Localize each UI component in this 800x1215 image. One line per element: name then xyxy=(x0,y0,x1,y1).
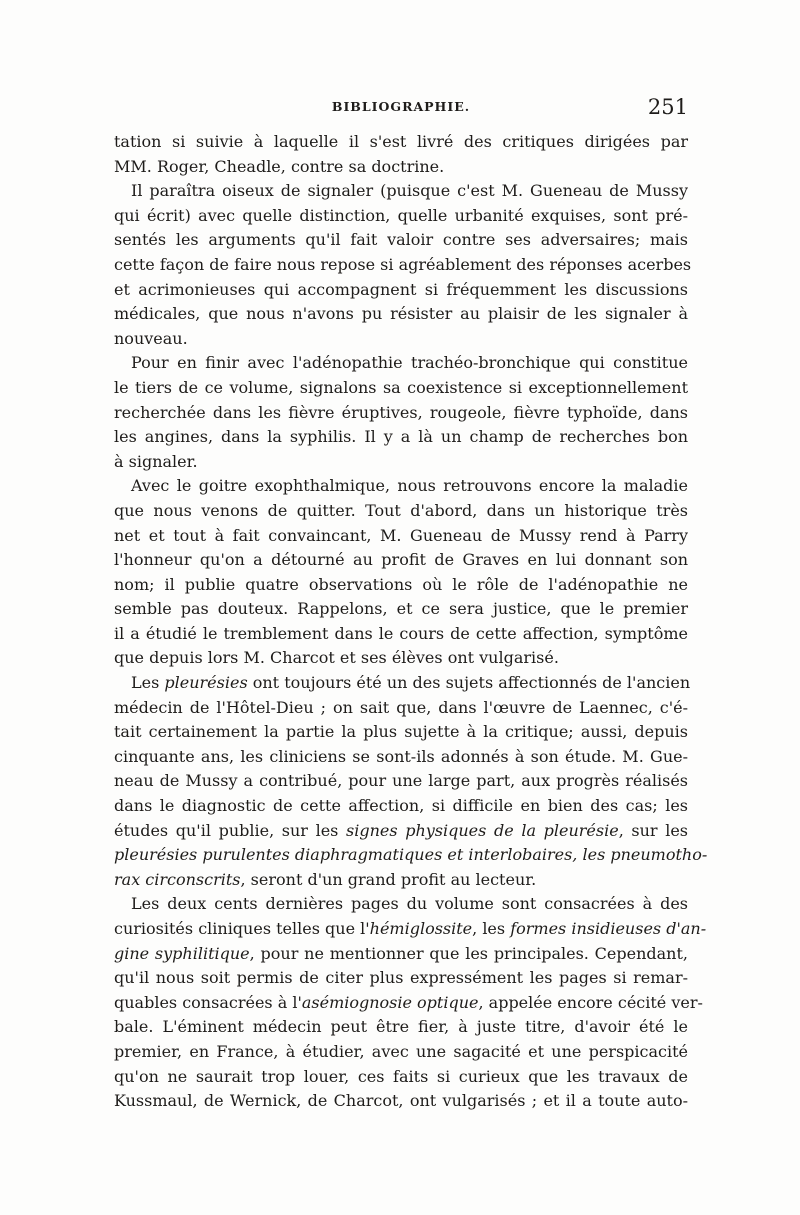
text-line: l'honneur qu'on a détourné au profit de Graves en lui donnant son xyxy=(114,550,688,570)
text-line: et acrimonieuses qui accompagnent si fréquemment les discussions xyxy=(114,279,688,299)
text-line: net et tout à fait convaincant, M. Gueneau de Mussy rend à Parry xyxy=(114,525,688,545)
text-line xyxy=(114,843,708,868)
running-head xyxy=(114,95,688,123)
text-line: qu'il nous soit permis de citer plus expressément les pages si remar- xyxy=(114,968,688,988)
text-line: recherchée dans les fièvre éruptives, rougeole, fièvre typhoïde, dans xyxy=(114,402,688,422)
text-line: qui écrit) avec quelle distinction, quelle urbanité exquises, sont pré- xyxy=(114,205,688,225)
text-line: Kussmaul, de Wernick, de Charcot, ont vulgarisés ; et il a toute auto- xyxy=(114,1091,688,1111)
italic-term: formes insidieuses d'an- xyxy=(510,919,707,938)
text-line: nouveau. xyxy=(114,328,188,348)
text-line: bale. L'éminent médecin peut être fier, à juste titre, d'avoir été le xyxy=(114,1017,688,1037)
text-line: Les pleurésies ont toujours été un des sujets affectionnés de l'ancien xyxy=(131,673,691,693)
running-title: BIBLIOGRAPHIE. xyxy=(331,99,471,114)
text-line: nom; il publie quatre observations où le rôle de l'adénopathie ne xyxy=(114,574,688,594)
text-line: les angines, dans la syphilis. Il y a là un champ de recherches bon xyxy=(114,427,688,447)
italic-term: rax circonscrits xyxy=(114,869,241,889)
italic-term: asémiognosie optique xyxy=(301,992,479,1012)
text-line: il a étudié le tremblement dans le cours de cette affection, symptôme xyxy=(114,623,688,643)
text-line: que depuis lors M. Charcot et ses élèves ont vulgarisé. xyxy=(114,648,559,668)
text-line: que nous venons de quitter. Tout d'abord, dans un historique très xyxy=(114,500,688,520)
text-line: quables consacrées à l'asémiognosie optique, appelée encore cécité ver- xyxy=(114,992,703,1012)
text-line: cinquante ans, les cliniciens se sont-ils adonnés à son étude. M. Gue- xyxy=(114,746,688,766)
text-line: études qu'il publie, sur les signes physiques de la pleurésie, sur les xyxy=(114,820,689,840)
text-line: rax circonscrits, seront d'un grand profit au lecteur. xyxy=(114,869,537,889)
text-line: médicales, que nous n'avons pu résister au plaisir de les signaler à xyxy=(114,304,688,324)
text-line: tation si suivie à laquelle il s'est livré des critiques dirigées par xyxy=(114,132,688,151)
text-line: MM. Roger, Cheadle, contre sa doctrine. xyxy=(114,156,445,176)
text-line: à signaler. xyxy=(114,451,198,471)
italic-term: gine syphilitique xyxy=(114,943,250,963)
text-line: neau de Mussy a contribué, pour une large part, aux progrès réalisés xyxy=(114,771,688,791)
italic-term: pleurésies purulentes diaphragmatiques et interlobaires, les pneumotho- xyxy=(114,845,708,865)
text-line: premier, en France, à étudier, avec une sagacité et une perspicacité xyxy=(114,1041,688,1061)
text-line: sentés les arguments qu'il fait valoir contre ses adversaires; mais xyxy=(114,230,688,250)
text-line: Pour en finir avec l'adénopathie trachéo-bronchique qui constitue xyxy=(131,353,688,373)
text-line: Avec le goitre exophthalmique, nous retrouvons encore la maladie xyxy=(131,476,688,496)
italic-term: hémiglossite xyxy=(369,919,473,938)
italic-term: signes physiques de la pleurésie xyxy=(346,820,619,840)
body-text xyxy=(114,130,708,1114)
text-line: curiosités cliniques telles que l'hémiglossite, les formes insidieuses d'an- xyxy=(114,919,707,938)
text-line: Les deux cents dernières pages du volume sont consacrées à des xyxy=(131,894,688,914)
italic-term: pleurésies xyxy=(164,673,248,693)
page-number: 251 xyxy=(647,95,688,119)
text-line: cette façon de faire nous repose si agréablement des réponses acerbes xyxy=(114,254,692,274)
text-line: Il paraîtra oiseux de signaler (puisque c'est M. Gueneau de Mussy xyxy=(131,181,688,201)
text-line: semble pas douteux. Rappelons, et ce sera justice, que le premier xyxy=(114,599,688,619)
text-line: qu'on ne saurait trop louer, ces faits si curieux que les travaux de xyxy=(114,1066,688,1086)
text-line: gine syphilitique, pour ne mentionner que les principales. Cependant, xyxy=(114,943,688,963)
text-line: dans le diagnostic de cette affection, si difficile en bien des cas; les xyxy=(114,796,688,816)
text-line: le tiers de ce volume, signalons sa coexistence si exceptionnellement xyxy=(114,377,688,397)
text-line: médecin de l'Hôtel-Dieu ; on sait que, dans l'œuvre de Laennec, c'é- xyxy=(114,697,688,717)
text-line: tait certainement la partie la plus sujette à la critique; aussi, depuis xyxy=(114,722,688,742)
